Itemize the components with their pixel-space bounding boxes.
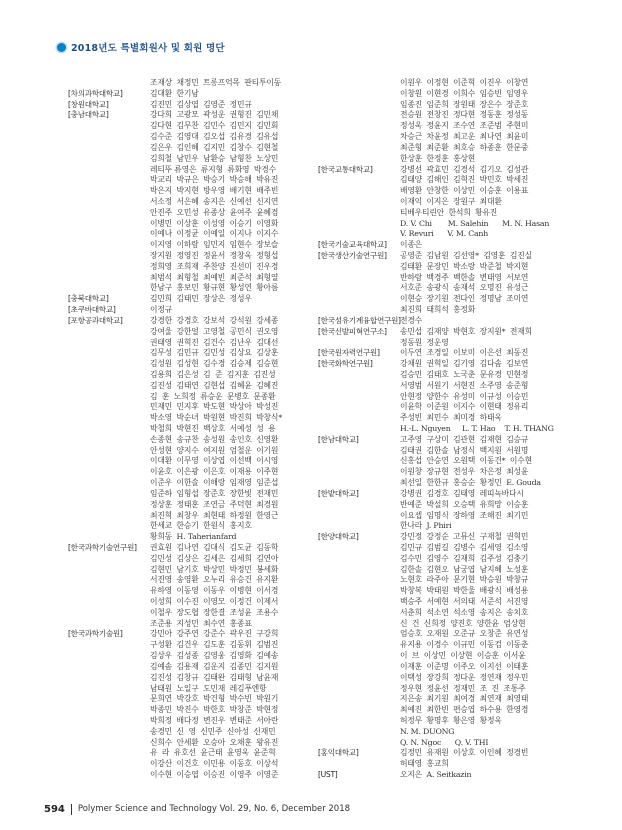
member-names: 강경한 강경호 강보석 강석원 강세종 xyxy=(150,315,279,325)
member-row xyxy=(318,294,570,305)
member-names: 서소정 서은혜 송지은 신예선 신지연 xyxy=(150,196,279,206)
member-names: 황희동 H. Taherianfard xyxy=(150,532,237,542)
institution-label: [한국화학연구원] xyxy=(318,359,373,369)
member-row xyxy=(318,456,570,467)
member-row xyxy=(318,262,570,273)
member-row xyxy=(68,748,318,759)
member-names: 김정민 유재원 이상호 이인혜 정경빈 xyxy=(400,748,529,758)
member-row xyxy=(68,273,318,284)
member-names: 지은송 최기원 최여경 최연재 최영태 xyxy=(400,694,529,704)
member-row xyxy=(68,413,318,424)
member-names: 이현승 장기원 전다인 정명남 조미연 xyxy=(400,294,529,304)
member-names: 유 라 유호선 윤근태 윤영욱 윤준혁 xyxy=(150,748,276,758)
member-names: 이재익 이지은 장원구 최대환 xyxy=(400,196,502,206)
member-names: 이성희 이수진 이영모 이정건 이제서 xyxy=(150,597,279,606)
member-names: 김용희 김은성 김 준 김지훈 김진성 xyxy=(150,369,276,379)
member-row xyxy=(318,305,570,316)
member-row xyxy=(318,586,570,597)
member-row xyxy=(318,240,570,251)
member-row xyxy=(318,532,570,543)
member-row xyxy=(318,424,570,435)
member-row xyxy=(318,759,570,770)
member-row xyxy=(68,651,318,662)
member-row xyxy=(318,554,570,565)
member-row xyxy=(318,132,570,143)
member-row xyxy=(318,143,570,154)
member-names: 차승근 차윤정 최고운 최나연 최윤미 xyxy=(400,132,529,142)
member-names: 정동원 정운영 xyxy=(400,337,449,347)
member-row xyxy=(68,662,318,673)
member-row xyxy=(68,716,318,727)
member-row xyxy=(318,597,570,608)
member-row xyxy=(68,78,318,89)
member-names: 이종은 xyxy=(400,240,422,250)
member-names: 권태영 권혁진 김건수 김난우 김대선 xyxy=(150,337,279,347)
page-number: 594 xyxy=(44,803,65,815)
member-row xyxy=(68,543,318,554)
member-names: 반예준 박설희 오승택 유희망 이승훈 xyxy=(400,499,529,509)
member-row xyxy=(318,359,570,370)
member-row xyxy=(68,500,318,511)
member-names: 이택성 장강희 정다운 정연재 정우민 xyxy=(400,672,529,682)
member-names: 이대환 이무영 이상엽 이선백 이시영 xyxy=(150,456,279,466)
member-names: 김태환 문장민 박소랑 박준철 박지현 xyxy=(400,261,529,271)
page-title: 2018년도 특별회원사 및 회원 명단 xyxy=(71,43,225,54)
member-row xyxy=(318,478,570,489)
member-row xyxy=(318,154,570,165)
member-row xyxy=(68,521,318,532)
member-names: 이병민 이상훈 이성영 이승기 이영화 xyxy=(150,218,279,228)
member-names: 한세교 한승기 한원식 홍지호 xyxy=(150,521,252,531)
member-names: 임종진 임준희 장원태 장은수 장준호 xyxy=(400,99,529,109)
member-names: 조재상 채정민 트롱프억목 판티투이동 xyxy=(150,78,281,87)
member-row xyxy=(318,78,570,89)
member-names: 강병권 김경호 김태영 레띠녹바다시 xyxy=(400,488,524,498)
member-row xyxy=(68,705,318,716)
member-names: 이 브 이상민 이상현 이승훈 이서윤 xyxy=(400,651,526,661)
member-row xyxy=(68,446,318,457)
member-names: 허태영 홍교희 xyxy=(400,759,449,769)
member-names: 전승원 전창진 정다현 정동훈 정성동 xyxy=(400,110,529,120)
member-names: 김승민 김태호 노국춘 문유경 민현정 xyxy=(400,369,529,379)
member-names: 백승주 서예현 서의태 서준석 서진영 xyxy=(400,597,529,606)
member-list-left-column xyxy=(68,78,318,781)
member-row xyxy=(318,489,570,500)
member-row xyxy=(68,738,318,749)
member-names: 최선일 한한규 홍승순 황정민 E. Gouda xyxy=(400,478,541,488)
member-row xyxy=(318,402,570,413)
member-names: 이윤학 이준원 이지수 이현태 정유리 xyxy=(400,402,529,412)
member-row xyxy=(318,467,570,478)
member-names: 김은우 김인혜 김지민 김창수 김현철 xyxy=(150,142,279,152)
institution-label: [한국생산기술연구원] xyxy=(318,251,387,260)
member-row xyxy=(68,565,318,576)
member-row xyxy=(318,175,570,186)
member-row xyxy=(68,381,318,392)
member-names: 김진성 김창규 김태완 김태형 남윤재 xyxy=(150,672,279,682)
member-names: 티베우티린안 한석희 황유진 xyxy=(400,207,498,217)
member-names: 반하람 백경주 백한솔 변태영 서보연 xyxy=(400,272,529,282)
member-row xyxy=(68,175,318,186)
member-names: 박소영 박순녀 박원현 박진희 박창식* xyxy=(150,413,282,423)
member-names: 정희영 조희재 주찬양 진선미 진우경 xyxy=(150,261,279,271)
member-names: 박철희 박현진 백상호 서예성 성 용 xyxy=(150,424,276,433)
member-names: 김희철 남민우 남환승 남형찬 노상민 xyxy=(150,153,279,163)
member-names: 김진성 김태연 김현섭 김혜윤 김혜진 xyxy=(150,380,279,390)
member-row xyxy=(318,716,570,727)
member-names: 김민희 김태민 장상은 정성우 xyxy=(150,294,252,304)
member-row xyxy=(68,316,318,327)
footer-divider xyxy=(71,804,72,815)
member-names: 정상훈 정태훈 조연금 주덕현 최경원 xyxy=(150,499,279,509)
institution-label: [한남대학교] xyxy=(318,434,359,444)
page-header xyxy=(57,40,225,54)
member-row xyxy=(68,305,318,316)
institution-label: [한국과학기술연구원] xyxy=(68,542,137,552)
member-names: 김현민 남기호 박상민 박정민 봉세화 xyxy=(150,564,279,574)
institution-label: [창원대학교] xyxy=(68,99,109,109)
institution-label: [한국원자력연구원] xyxy=(318,348,380,358)
member-row xyxy=(68,359,318,370)
member-row xyxy=(318,251,570,262)
member-names: 이재훈 이준명 이주오 이지선 이태훈 xyxy=(400,661,529,671)
member-names: 권효원 김나연 김대식 김도균 김동학 xyxy=(150,542,279,552)
member-row xyxy=(318,738,570,749)
member-names: 이강산 이건호 이민용 이동호 이상석 xyxy=(150,759,279,769)
member-row xyxy=(318,565,570,576)
member-names: 조준용 지성민 최수연 홍종표 xyxy=(150,618,252,628)
page-footer xyxy=(44,803,350,815)
member-row xyxy=(68,283,318,294)
member-names: 노현호 라주아 문기현 박승원 박창규 xyxy=(400,575,529,585)
member-row xyxy=(68,608,318,619)
member-row xyxy=(68,208,318,219)
member-row xyxy=(318,640,570,651)
institution-label: [홍익대학교] xyxy=(318,748,359,758)
member-names: 신홍섭 안승연 오원택 이동건* 이수현 xyxy=(400,456,532,466)
member-row xyxy=(68,154,318,165)
institution-label: [한국신발피혁연구소] xyxy=(318,326,387,336)
member-names: 김예솜 김용재 김운지 김종민 김지원 xyxy=(150,661,279,671)
member-names: 손종현 송규찬 송성원 송인호 신영환 xyxy=(150,434,279,444)
member-names: H.-L. Nguyen L. T. Hao T. H. THANG xyxy=(400,424,554,433)
member-row xyxy=(68,619,318,630)
member-row xyxy=(68,727,318,738)
bullet-icon xyxy=(57,43,66,52)
member-names: 최진혁 최창우 최현태 하정원 한영근 xyxy=(150,510,279,520)
member-row xyxy=(68,629,318,640)
member-row xyxy=(68,229,318,240)
member-row xyxy=(68,770,318,781)
institution-label: [초쿠바대학교] xyxy=(68,305,116,315)
institution-label: [UST] xyxy=(318,770,338,779)
member-names: 최범석 최형철 최예빈 최준석 최형열 xyxy=(150,272,279,282)
member-row xyxy=(318,543,570,554)
member-row xyxy=(318,662,570,673)
member-row xyxy=(68,197,318,208)
institution-label: [한양대학교] xyxy=(318,532,359,542)
member-names: 강채원 권혁일 김기영 김다솜 김보연 xyxy=(400,359,529,369)
member-row xyxy=(318,392,570,403)
member-row xyxy=(318,521,570,532)
member-names: 신희수 안세환 오승아 오채훈 왕유진 xyxy=(150,737,279,747)
member-names: 박교리 박규은 박승기 박승해 박유진 xyxy=(150,175,279,185)
member-row xyxy=(68,575,318,586)
member-names: 이창원 이현경 이희수 임승빈 임영우 xyxy=(400,88,529,98)
member-names: 공영준 김남원 김선영* 김영훈 김진실 xyxy=(400,251,532,260)
member-names: 배영환 안창한 이상민 이승훈 이용표 xyxy=(400,186,529,196)
member-names: 김수준 김영대 김오섭 김유경 김유섭 xyxy=(150,132,279,142)
member-names: 이원창 장규현 전성우 차은정 최성윤 xyxy=(400,467,529,477)
member-row xyxy=(318,370,570,381)
member-names: 유지용 이경수 이규민 이동검 이동춘 xyxy=(400,640,529,650)
member-names: 남태원 노일구 도민재 레김푸엔항 xyxy=(150,683,267,693)
member-names: 김태권 김한솔 남정식 백지원 서원명 xyxy=(400,445,529,455)
member-names: 이윤호 이은광 이은호 이재용 이주현 xyxy=(150,467,279,477)
member-row xyxy=(68,240,318,251)
institution-label: [한국교통대학교] xyxy=(318,164,373,174)
member-row xyxy=(68,132,318,143)
member-names: 박은지 박지현 방우영 배기현 배주빈 xyxy=(150,186,279,196)
member-names: 김무성 김민규 김민성 김상요 김상훈 xyxy=(150,348,279,358)
member-names: 정우현 정윤선 정재민 조 진 조통주 xyxy=(400,683,526,693)
member-row xyxy=(68,424,318,435)
member-names: 서춘희 석소연 석소영 송지은 송치호 xyxy=(400,607,529,617)
member-row xyxy=(68,338,318,349)
member-names: 이원우 이정현 이준혁 이진우 이창연 xyxy=(400,78,529,87)
member-names: 서호준 송광식 송재석 오명진 유성근 xyxy=(400,283,529,293)
member-names: 강병선 곽효민 김경석 김기오 김성관 xyxy=(400,164,529,174)
member-row xyxy=(68,467,318,478)
member-row xyxy=(68,100,318,111)
member-row xyxy=(68,511,318,522)
member-names: 안성현 양지수 여지원 엄철운 이기원 xyxy=(150,445,279,455)
member-row xyxy=(318,511,570,522)
member-names: 최진희 태희석 홍정화 xyxy=(400,305,476,315)
member-row xyxy=(68,121,318,132)
member-row xyxy=(318,338,570,349)
member-names: 구성환 김건우 김도훈 김동휘 김범진 xyxy=(150,640,279,650)
member-names: 문희연 박강호 박건형 박수빈 박원기 xyxy=(150,694,279,704)
member-row xyxy=(68,348,318,359)
institution-label: [차의과학대학교] xyxy=(68,88,123,98)
member-row xyxy=(68,219,318,230)
member-names: 김상우 김성종 김영웅 김영화 김예송 xyxy=(150,651,279,661)
member-row xyxy=(68,186,318,197)
member-names: 오지은 A. Seitkazin xyxy=(400,770,472,779)
member-names: 이수현 이승엽 이승진 이영주 이영준 xyxy=(150,770,279,779)
member-names: 전경수 xyxy=(400,315,422,325)
member-row xyxy=(68,532,318,543)
member-names: 이두연 조경일 이보미 이은선 최동진 xyxy=(400,348,529,358)
institution-label: [포항공과대학교] xyxy=(68,315,123,325)
member-names: 허정무 황명후 황은영 황정욱 xyxy=(400,715,502,725)
member-names: 김진민 김상엽 김영준 정민규 xyxy=(150,99,252,109)
member-row xyxy=(318,208,570,219)
member-names: 박희정 배다정 변진우 변태준 서아란 xyxy=(150,715,279,725)
member-names: 서영범 서원기 서현진 소주영 송준형 xyxy=(400,380,529,390)
member-row xyxy=(318,435,570,446)
member-row xyxy=(68,392,318,403)
member-row xyxy=(318,121,570,132)
member-row xyxy=(318,219,570,230)
member-names: 이요셉 임명식 장하영 조해진 최기민 xyxy=(400,510,529,520)
member-row xyxy=(318,651,570,662)
member-names: 주성빈 최민수 최미경 하태욱 xyxy=(400,413,502,423)
member-names: 민재민 민지후 박도현 박상아 박성진 xyxy=(150,402,279,412)
member-row xyxy=(318,197,570,208)
institution-label: [충북대학교] xyxy=(68,294,109,304)
member-row xyxy=(318,694,570,705)
member-names: 임준하 임형섭 장준호 장한빛 전재민 xyxy=(150,488,279,498)
member-row xyxy=(318,619,570,630)
member-names: 강민아 강주연 강준수 곽우진 구강희 xyxy=(150,629,279,639)
institution-label: [한밭대학교] xyxy=(318,488,359,498)
member-row xyxy=(68,554,318,565)
member-row xyxy=(68,143,318,154)
member-names: Q. N. Ngoc Q. V. THI xyxy=(400,737,489,747)
member-names: 김한솔 김현오 남궁엽 남지혜 노성훈 xyxy=(400,564,529,574)
member-row xyxy=(318,273,570,284)
member-row xyxy=(68,165,318,176)
member-names: 김 훈 노희정 류승운 문병호 문종환 xyxy=(150,391,276,401)
member-row xyxy=(68,402,318,413)
member-names: 박종민 박진수 박한호 박창준 박현정 xyxy=(150,705,279,715)
member-row xyxy=(68,327,318,338)
member-row xyxy=(318,770,570,781)
member-row xyxy=(68,759,318,770)
member-row xyxy=(318,727,570,738)
member-names: 최준형 최준환 최호승 하종훈 한문중 xyxy=(400,142,529,152)
member-row xyxy=(318,673,570,684)
member-names: 한남구 홍보민 황규현 황성연 황아름 xyxy=(150,283,279,293)
member-row xyxy=(318,705,570,716)
member-names: 이정규 xyxy=(150,305,172,315)
member-names: 장지원 정영진 정윤서 정창욱 정형섭 xyxy=(150,251,279,260)
member-names: 김성원 김성현 김수경 김승제 김승현 xyxy=(150,359,279,369)
member-row xyxy=(68,673,318,684)
member-row xyxy=(318,629,570,640)
member-row xyxy=(68,694,318,705)
member-row xyxy=(318,446,570,457)
member-row xyxy=(68,435,318,446)
member-row xyxy=(68,489,318,500)
member-names: 최예진 최한빈 편승엽 하수용 한영경 xyxy=(400,705,529,715)
member-names: 송경민 신 영 신민주 신아성 신재민 xyxy=(150,726,276,736)
member-row xyxy=(68,456,318,467)
member-names: 이지영 이하람 임민지 임현수 장보슬 xyxy=(150,240,279,250)
member-row xyxy=(318,381,570,392)
institution-label: [충남대학교] xyxy=(68,110,109,120)
member-names: 유하영 이동영 이동우 이병현 이서경 xyxy=(150,586,279,596)
member-names: 강다희 고광모 곽성운 권형진 김민채 xyxy=(150,110,279,120)
member-row xyxy=(318,500,570,511)
member-names: 김민규 김범길 김병수 김세영 김소영 xyxy=(400,542,529,552)
institution-label: [한국기술교육대학교] xyxy=(318,240,387,250)
member-row xyxy=(318,348,570,359)
member-row xyxy=(68,684,318,695)
member-names: 강민정 강정순 고뮤신 구재철 권혁민 xyxy=(400,532,529,542)
member-names: 고주영 구상미 김관현 김재현 김승규 xyxy=(400,434,529,444)
member-row xyxy=(318,413,570,424)
member-names: 신 건 신희정 양진호 양한윤 엄상현 xyxy=(400,618,526,628)
member-names: 이철우 장도협 장한결 조성윤 조용수 xyxy=(150,607,279,617)
member-row xyxy=(318,684,570,695)
member-names: 레티뚜 류영은 류지형 류화영 박경수 xyxy=(150,164,276,174)
member-names: 김수민 김영수 김재희 김주성 김충기 xyxy=(400,553,529,563)
member-row xyxy=(68,262,318,273)
journal-citation: Polymer Science and Technology Vol. 29, No. 6, December 2018 xyxy=(77,804,351,814)
member-row xyxy=(318,110,570,121)
member-names: 김다현 김무찬 김민수 김민지 김민회 xyxy=(150,121,279,131)
member-row xyxy=(68,110,318,121)
member-list-right-column xyxy=(318,78,570,781)
member-row xyxy=(68,370,318,381)
member-row xyxy=(68,89,318,100)
member-row xyxy=(68,640,318,651)
member-row xyxy=(318,100,570,111)
member-row xyxy=(318,165,570,176)
member-names: 이예나 이정균 이예일 이지나 이지수 xyxy=(150,229,279,239)
member-row xyxy=(318,89,570,100)
member-names: 정성욱 정윤지 조수연 조준범 주현미 xyxy=(400,121,529,131)
member-names: 김대환 한기남 xyxy=(150,88,199,98)
member-names: 한상훈 한정훈 홍상현 xyxy=(400,153,476,163)
institution-label: [한국과학기술원] xyxy=(68,629,123,639)
member-names: 강여울 강한얼 고영철 공민식 권오영 xyxy=(150,326,279,336)
member-names: 엄승호 오재원 오준규 오창준 유연성 xyxy=(400,629,529,639)
member-row xyxy=(68,586,318,597)
member-row xyxy=(318,316,570,327)
member-names: 김태양 김해인 김혁진 박민호 박세진 xyxy=(400,175,529,185)
member-row xyxy=(318,283,570,294)
member-names: 송민섭 김재양 박현호 장지원* 전재희 xyxy=(400,326,532,336)
institution-label: [한국섬유기계융합연구원] xyxy=(318,315,401,325)
member-row xyxy=(68,251,318,262)
member-row xyxy=(68,597,318,608)
member-row xyxy=(318,229,570,240)
member-row xyxy=(318,327,570,338)
member-row xyxy=(68,294,318,305)
member-names: 안진주 오민성 유종상 윤여주 윤혜겸 xyxy=(150,207,279,217)
member-names: 이준우 이한솔 이해랑 임재영 임준섭 xyxy=(150,478,279,488)
member-row xyxy=(318,748,570,759)
member-names: 안현정 양한수 유성미 이규성 이승민 xyxy=(400,391,529,401)
member-names: 서진영 송영환 오누리 유승건 유지환 xyxy=(150,575,279,585)
member-row xyxy=(318,608,570,619)
member-names: 박창복 박태원 박한울 배광식 배성용 xyxy=(400,586,529,596)
member-names: V. Revuri V. M. Canh xyxy=(400,229,489,239)
member-row xyxy=(318,186,570,197)
member-names: 김민성 김상은 김세은 김세희 김연아 xyxy=(150,553,279,563)
member-names: 한나라 J. Phiri xyxy=(400,521,452,531)
member-names: D. V. Chi M. Salehin M. N. Hasan xyxy=(400,218,550,228)
member-row xyxy=(68,478,318,489)
member-names: N. M. DUONG xyxy=(400,726,455,736)
member-row xyxy=(318,575,570,586)
